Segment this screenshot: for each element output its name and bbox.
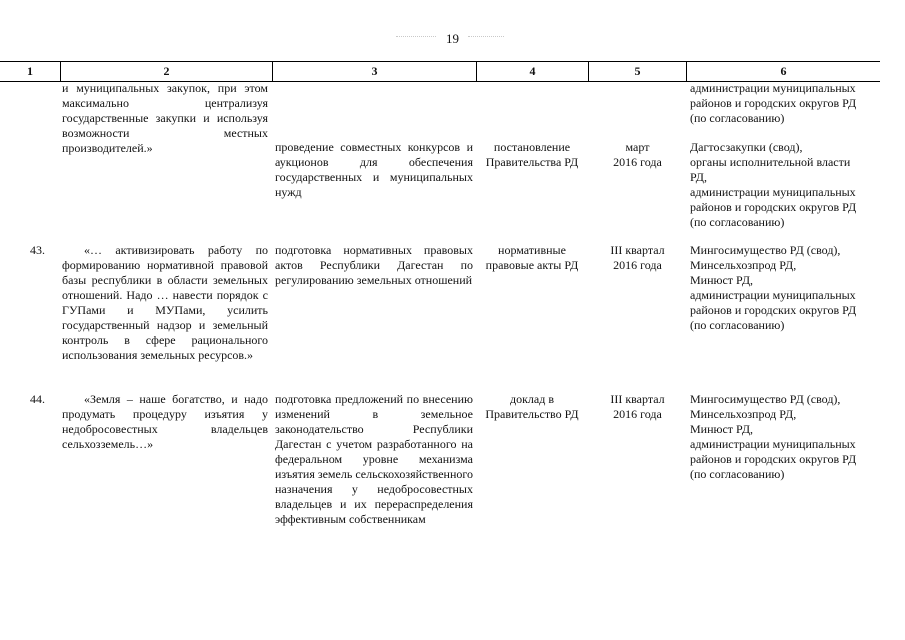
- scan-mark-left: [396, 36, 436, 45]
- row-quote: и муниципальных закупок, при этом максимально централизуя государственные закупки и используя возможности местных производителей.»: [62, 81, 268, 155]
- scan-mark-right: [468, 36, 504, 45]
- column-header-1: 1: [27, 64, 33, 78]
- row-measure: подготовка предложений по внесению изменений в земельное законодательство Республики Дагестан с учетом разработанного на федеральном уровне механизма изъятия земель сельскохозяйственного назначения у недобросовестных владельцев и их перераспределения эффективным собственникам: [275, 392, 474, 526]
- row-measure: проведение совместных конкурсов и аукционов для обеспечения государственных и муниципальных нужд: [275, 140, 473, 199]
- row-executors: Мингосимущество РД (свод), Минсельхозпрод РД, Минюст РД, администрации муниципальных районов и городских округов РД (по согласованию): [690, 392, 857, 481]
- column-header-2: 2: [163, 64, 170, 78]
- row-document: доклад в Правительство РД: [485, 392, 579, 421]
- row-term: III квартал 2016 года: [610, 243, 665, 272]
- row-document: постановление Правительства РД: [485, 140, 579, 169]
- table-header-row: [0, 61, 880, 82]
- row-executors-continued: администрации муниципальных районов и городских округов РД (по согласованию): [690, 81, 857, 125]
- row-quote: «Земля – наше богатство, и надо продумать процедуру изъятия у недобросовестных владельцев сельхозземель…»: [62, 392, 268, 451]
- row-term: март 2016 года: [613, 140, 662, 169]
- column-header-3: 3: [371, 64, 378, 78]
- row-executors: Мингосимущество РД (свод), Минсельхозпрод РД, Минюст РД, администрации муниципальных районов и городских округов РД (по согласованию): [690, 243, 857, 332]
- row-quote: «… активизировать работу по формированию нормативной правовой базы республики в области земельных отношений. Надо … навести порядок с ГУПами и МУПами, усилить государственный надзор и земельный контроль в сфере рационального использования земельных ресурсов.»: [62, 243, 268, 362]
- column-header-5: 5: [634, 64, 641, 78]
- row-measure: подготовка нормативных правовых актов Республики Дагестан по регулированию земельных отношений: [275, 243, 473, 287]
- column-header-4: 4: [529, 64, 536, 78]
- page-number: 19: [446, 31, 459, 46]
- row-number: 43.: [30, 243, 45, 257]
- row-term: III квартал 2016 года: [610, 392, 665, 421]
- row-document: нормативные правовые акты РД: [485, 243, 579, 272]
- column-header-6: 6: [780, 64, 787, 78]
- row-number: 44.: [30, 392, 45, 406]
- row-executors: Дагтосзакупки (свод), органы исполнительной власти РД, администрации муниципальных районов и городских округов РД (по согласованию): [690, 140, 857, 229]
